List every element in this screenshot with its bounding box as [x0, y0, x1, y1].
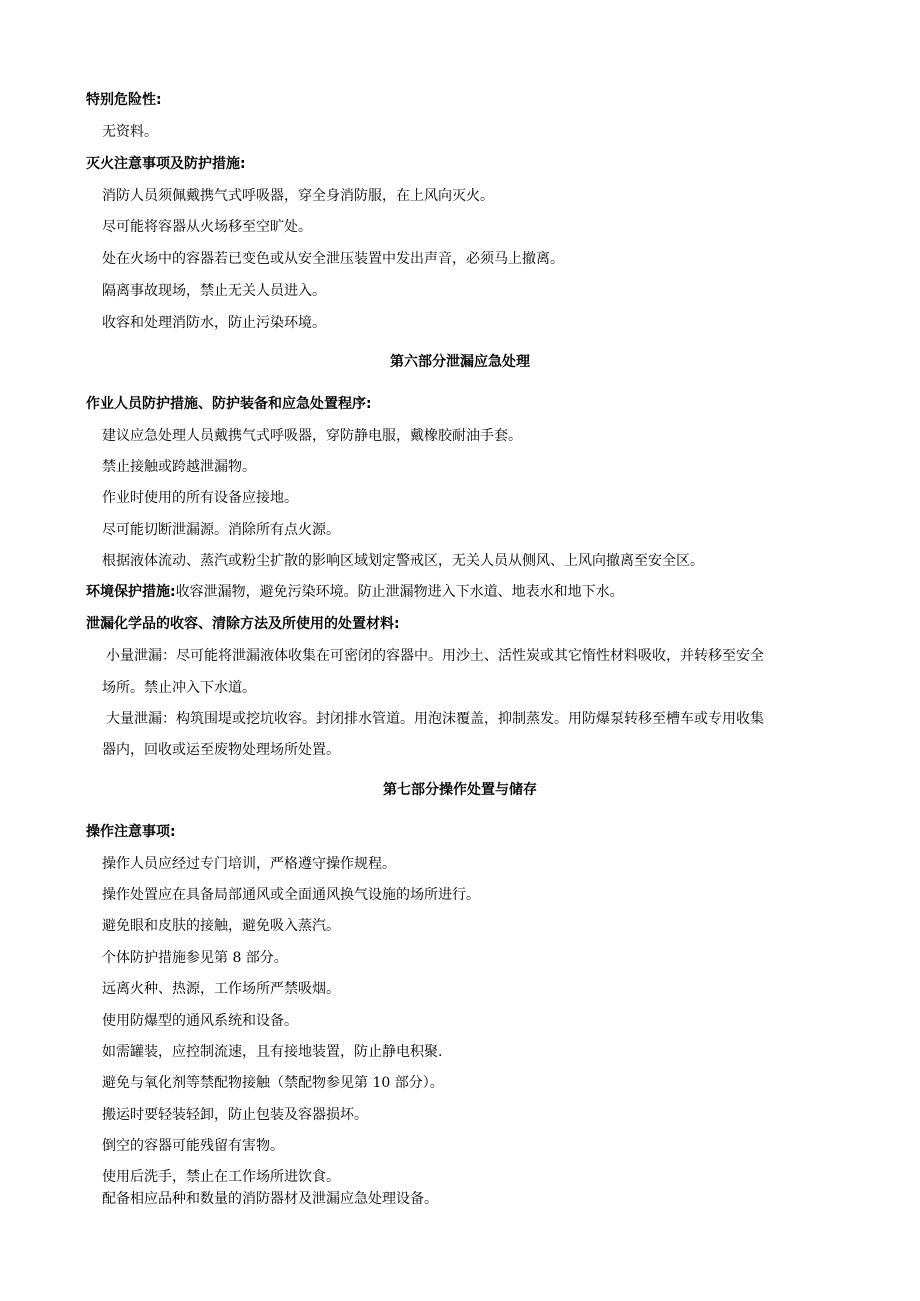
personnel-item: 作业时使用的所有设备应接地。: [102, 490, 298, 506]
section-6-title: 第六部分泄漏应急处理: [390, 354, 530, 370]
section-7-title: 第七部分操作处置与储存: [383, 782, 537, 798]
handling-item: 使用防爆型的通风系统和设备。: [102, 1013, 298, 1029]
large-spill-text-cont: 器内，回收或运至废物处理场所处置。: [102, 742, 340, 758]
cleanup-methods-heading: 泄漏化学品的收容、清除方法及所使用的处置材料:: [86, 616, 400, 632]
handling-item: 远离火种、热源，工作场所严禁吸烟。: [102, 981, 340, 997]
handling-item: 搬运时要轻装轻卸，防止包装及容器损坏。: [102, 1107, 368, 1123]
handling-item: 倒空的容器可能残留有害物。: [102, 1138, 284, 1154]
firefighting-item: 尽可能将容器从火场移至空旷处。: [102, 219, 312, 235]
personnel-item: 建议应急处理人员戴携气式呼吸器，穿防静电服，戴橡胶耐油手套。: [102, 428, 522, 444]
environmental-protection-text: 收容泄漏物，避免污染环境。防止泄漏物进入下水道、地表水和地下水。: [175, 584, 624, 600]
firefighting-item: 消防人员须佩戴携气式呼吸器，穿全身消防服，在上风向灭火。: [102, 188, 494, 204]
handling-item: 操作处置应在具备局部通风或全面通风换气设施的场所进行。: [102, 887, 480, 903]
personnel-item: 尽可能切断泄漏源。消除所有点火源。: [102, 522, 340, 538]
handling-precautions-heading: 操作注意事项:: [86, 824, 176, 840]
personnel-item: 根据液体流动、蒸汽或粉尘扩散的影响区域划定警戒区，无关人员从侧风、上风向撤离至安全区。: [102, 553, 704, 569]
handling-item: 避免与氧化剂等禁配物接触（禁配物参见第 10 部分）。: [102, 1075, 444, 1091]
firefighting-item: 收容和处理消防水，防止污染环境。: [102, 315, 326, 331]
firefighting-heading: 灭火注意事项及防护措施:: [86, 156, 246, 172]
firefighting-item: 隔离事故现场，禁止无关人员进入。: [102, 283, 326, 299]
handling-item: 避免眼和皮肤的接触，避免吸入蒸汽。: [102, 918, 340, 934]
handling-item: 使用后洗手，禁止在工作场所进饮食。: [102, 1169, 340, 1185]
personnel-item: 禁止接触或跨越泄漏物。: [102, 459, 256, 475]
small-spill-text-cont: 场所。禁止冲入下水道。: [102, 680, 256, 696]
environmental-protection-label: 环境保护措施:: [86, 584, 176, 600]
handling-item: 如需罐装，应控制流速，且有接地装置，防止静电积聚.: [102, 1044, 443, 1060]
handling-item: 操作人员应经过专门培训，严格遵守操作规程。: [102, 856, 396, 872]
small-spill-text: 小量泄漏：尽可能将泄漏液体收集在可密闭的容器中。用沙土、活性炭或其它惰性材料吸收，并转移至安全: [106, 648, 764, 664]
special-hazard-text: 无资料。: [102, 124, 158, 140]
large-spill-text: 大量泄漏：构筑围堤或挖坑收容。封闭排水管道。用泡沫覆盖，抑制蒸发。用防爆泵转移至槽车或专用收集: [106, 711, 764, 727]
handling-item: 配备相应品种和数量的消防器材及泄漏应急处理设备。: [102, 1191, 438, 1207]
environmental-protection-line: [86, 583, 624, 601]
handling-item: 个体防护措施参见第 8 部分。: [102, 950, 288, 966]
personnel-protection-heading: 作业人员防护措施、防护装备和应急处置程序:: [86, 396, 372, 412]
firefighting-item: 处在火场中的容器若已变色或从安全泄压装置中发出声音，必须马上撤离。: [102, 251, 564, 267]
special-hazard-heading: 特别危险性:: [86, 92, 162, 108]
